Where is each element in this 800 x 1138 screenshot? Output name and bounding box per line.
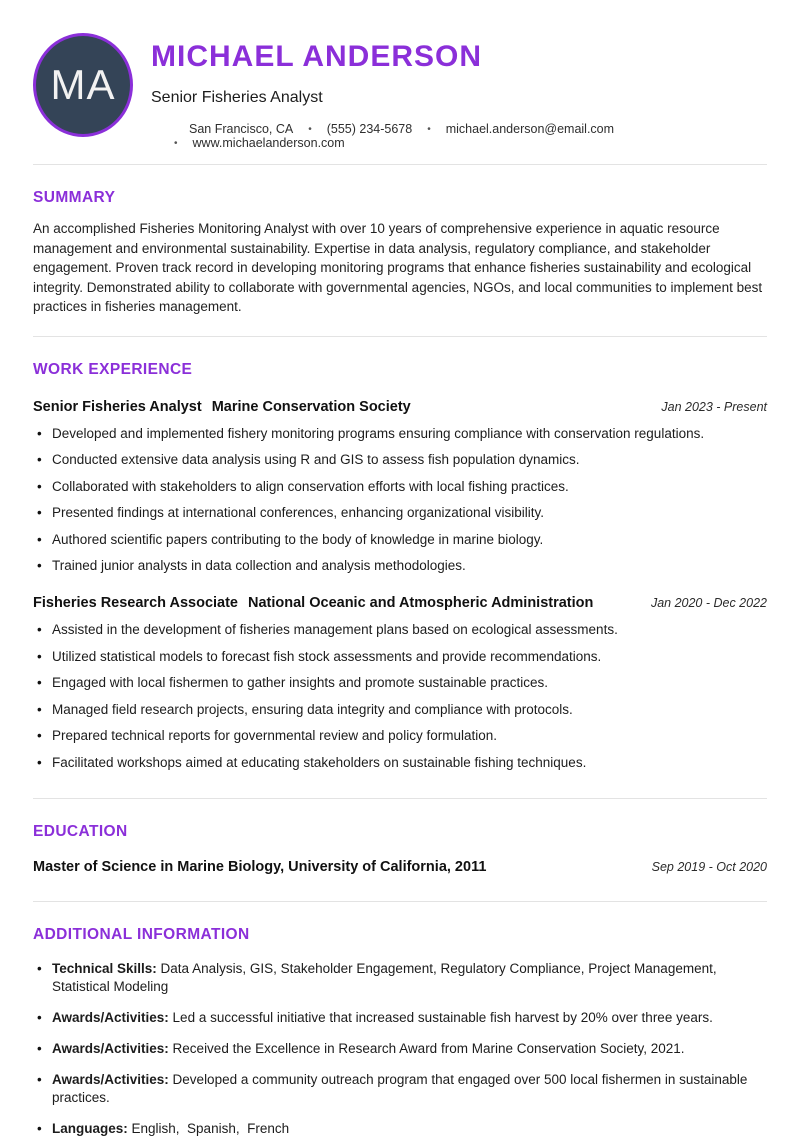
info-text: Received the Excellence in Research Award from Marine Conservation Society, 2021. bbox=[168, 1040, 685, 1056]
info-label: Awards/Activities: bbox=[52, 1040, 169, 1056]
info-text: Developed a community outreach program that engaged over 500 local fishermen in sustainable practices. bbox=[52, 1071, 752, 1105]
job-bullet: • Conducted extensive data analysis using R and GIS to assess fish population dynamics. bbox=[33, 451, 767, 469]
summary-text: An accomplished Fisheries Monitoring Analyst with over 10 years of comprehensive experience in aquatic resource management and environmental sustainability. Expertise in data analysis, regulatory compliance, and stakeholder engagement. Proven track record in developing monitoring programs that enhance fisheries sustainability and ecological integrity. Demonstrated ability to collaborate with governmental agencies, NGOs, and local communities to implement best practices in fisheries management. bbox=[33, 221, 763, 315]
job-dates: Jan 2023 - Present bbox=[661, 399, 767, 414]
job-bullet: • Utilized statistical models to forecast fish stock assessments and provide recommendations. bbox=[33, 648, 767, 666]
bullet-separator: • bbox=[427, 123, 431, 135]
job-titles bbox=[33, 399, 411, 415]
additional-info-heading: ADDITIONAL INFORMATION bbox=[33, 925, 250, 943]
candidate-name: MICHAEL ANDERSON bbox=[151, 40, 483, 73]
avatar bbox=[33, 33, 133, 137]
job-bullet: • Engaged with local fishermen to gather insights and promote sustainable practices. bbox=[33, 674, 767, 692]
job-titles bbox=[33, 595, 593, 611]
job-bullet: • Facilitated workshops aimed at educating stakeholders on sustainable fishing techniques. bbox=[33, 754, 767, 772]
job-bullet: • Prepared technical reports for governmental review and policy formulation. bbox=[33, 727, 767, 745]
job-bullet-list bbox=[33, 425, 767, 576]
info-label: Technical Skills: bbox=[52, 960, 157, 976]
additional-info-item bbox=[33, 1071, 767, 1107]
info-text: Led a successful initiative that increased sustainable fish harvest by 20% over three years. bbox=[168, 1009, 713, 1025]
bullet-separator: • bbox=[174, 137, 178, 149]
section-divider bbox=[33, 901, 767, 902]
additional-info-item bbox=[33, 1120, 767, 1138]
contact-row bbox=[151, 122, 767, 150]
job-bullet: • Managed field research projects, ensuring data integrity and compliance with protocols. bbox=[33, 701, 767, 719]
info-text: English, Spanish, French bbox=[127, 1120, 290, 1136]
contact-text: www.michaelanderson.com bbox=[192, 136, 345, 150]
education-heading: EDUCATION bbox=[33, 822, 128, 840]
job-entry-header bbox=[33, 595, 767, 611]
bullet-separator: • bbox=[308, 123, 312, 135]
job-dates: Jan 2020 - Dec 2022 bbox=[650, 596, 767, 611]
candidate-title: Senior Fisheries Analyst bbox=[151, 89, 323, 106]
info-text: Data Analysis, GIS, Stakeholder Engagement, Regulatory Compliance, Project Management, Statistical Modeling bbox=[52, 960, 721, 994]
job-entry bbox=[33, 595, 767, 772]
header-text bbox=[151, 28, 767, 150]
contact-item bbox=[293, 122, 412, 136]
summary-heading: SUMMARY bbox=[33, 189, 116, 206]
additional-info-item bbox=[33, 1009, 767, 1027]
job-bullet: • Collaborated with stakeholders to align conservation efforts with local fishing practices. bbox=[33, 478, 767, 496]
job-title: Fisheries Research Associate bbox=[33, 595, 238, 612]
info-label: Awards/Activities: bbox=[52, 1009, 169, 1025]
job-company: National Oceanic and Atmospheric Administration bbox=[248, 595, 594, 612]
resume-header bbox=[33, 28, 767, 150]
job-bullet-list bbox=[33, 621, 767, 772]
job-bullet: • Developed and implemented fishery monitoring programs ensuring compliance with conservation regulations. bbox=[33, 425, 767, 443]
info-label: Awards/Activities: bbox=[52, 1071, 169, 1087]
contact-item bbox=[159, 136, 345, 150]
job-company: Marine Conservation Society bbox=[211, 398, 411, 415]
job-bullet: • Presented findings at international conferences, enhancing organizational visibility. bbox=[33, 504, 767, 522]
education-entry bbox=[33, 859, 767, 875]
section-divider bbox=[33, 164, 767, 165]
job-title: Senior Fisheries Analyst bbox=[33, 398, 202, 415]
education-dates: Sep 2019 - Oct 2020 bbox=[651, 859, 767, 874]
additional-info-item bbox=[33, 1040, 767, 1058]
avatar-initials: MA bbox=[50, 61, 116, 108]
contact-item bbox=[412, 122, 614, 136]
job-bullet: • Authored scientific papers contributing to the body of knowledge in marine biology. bbox=[33, 531, 767, 549]
job-bullet: • Assisted in the development of fisheries management plans based on ecological assessments. bbox=[33, 621, 767, 639]
contact-text: (555) 234-5678 bbox=[326, 122, 413, 136]
info-label: Languages: bbox=[52, 1120, 128, 1136]
contact-item bbox=[159, 122, 293, 136]
job-entry bbox=[33, 399, 767, 576]
section-divider bbox=[33, 336, 767, 337]
section-divider bbox=[33, 798, 767, 799]
additional-info-list bbox=[33, 960, 767, 1138]
education-degree: Master of Science in Marine Biology, University of California, 2011 bbox=[33, 858, 487, 875]
job-bullet: • Trained junior analysts in data collection and analysis methodologies. bbox=[33, 557, 767, 575]
contact-text: michael.anderson@email.com bbox=[445, 122, 615, 136]
contact-text: San Francisco, CA bbox=[189, 122, 294, 136]
job-entry-header bbox=[33, 399, 767, 415]
work-experience-heading: WORK EXPERIENCE bbox=[33, 360, 193, 378]
additional-info-item bbox=[33, 960, 767, 996]
